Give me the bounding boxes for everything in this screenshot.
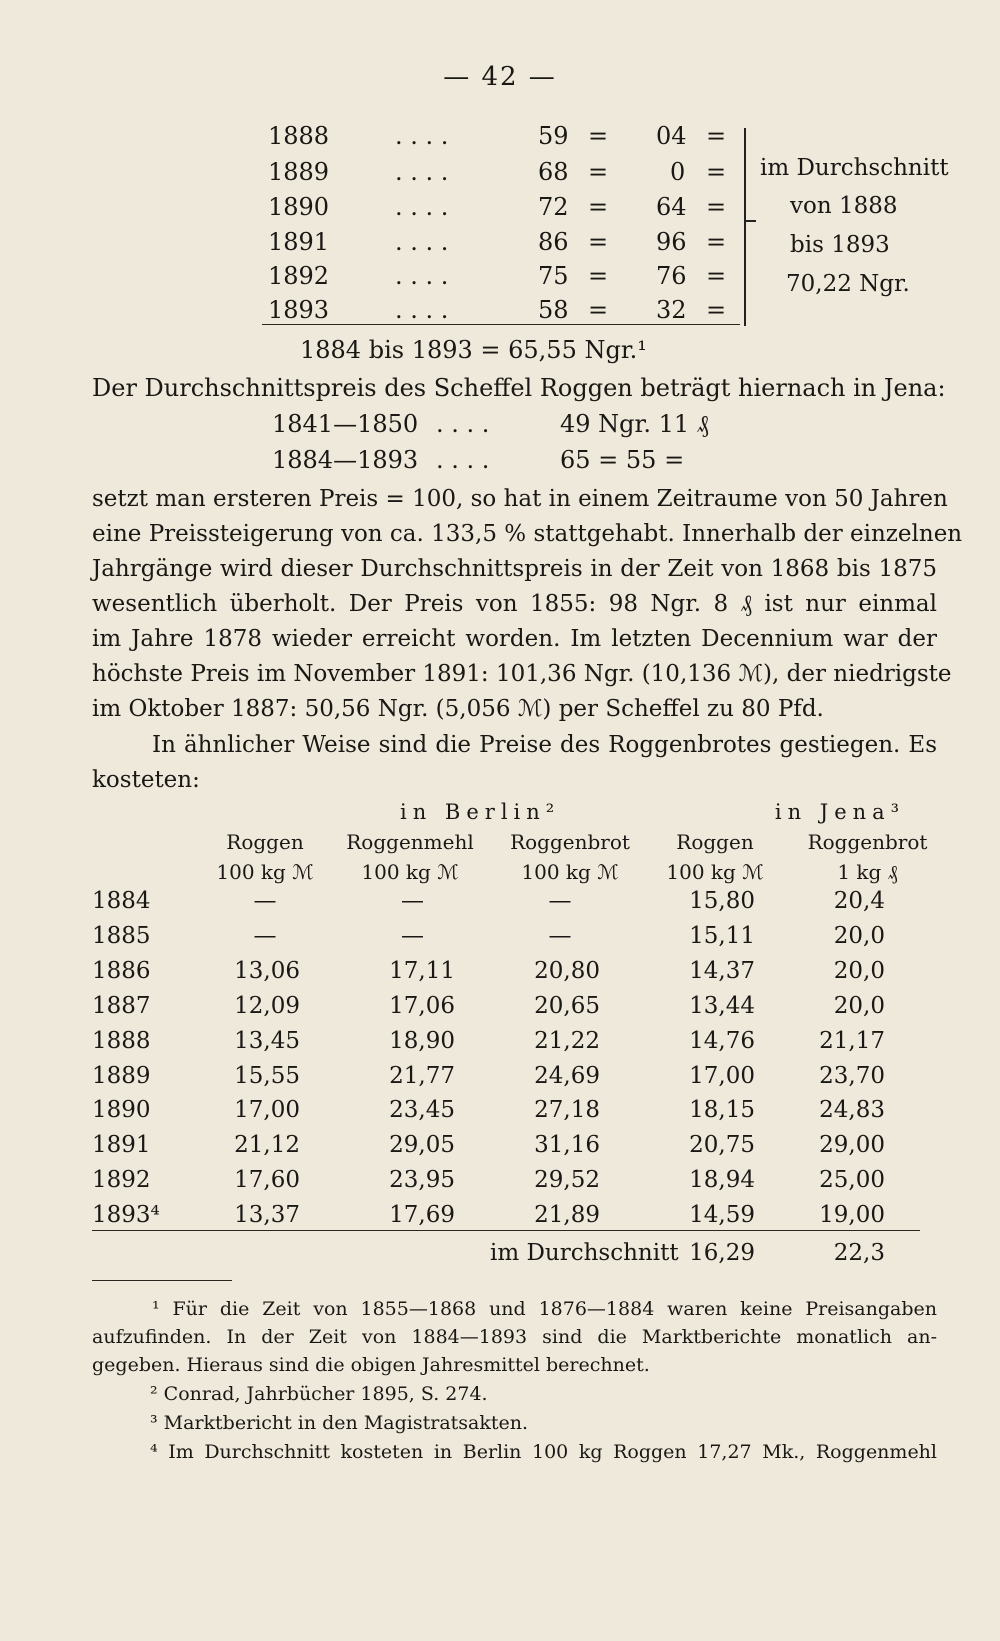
row-value-a: 58 (538, 296, 569, 324)
table-cell: 21,22 (534, 1027, 600, 1054)
table-cell: 31,16 (534, 1132, 600, 1159)
table-cell: 20,0 (833, 922, 885, 949)
table-column-unit: 100 kg ℳ (521, 860, 619, 884)
table-cell: 23,70 (819, 1062, 885, 1089)
row-dots: . . . . (395, 296, 449, 324)
row-ditto: = (706, 262, 727, 290)
row-year: 1890 (268, 193, 330, 221)
avg-value: 65 = 55 = (560, 446, 685, 474)
table-cell: 17,11 (389, 957, 455, 984)
table-cell: 13,45 (234, 1027, 300, 1054)
table-row-year: 1890 (92, 1097, 151, 1124)
table-group-header: in Jena³ (774, 800, 906, 824)
table-cell: 13,37 (234, 1202, 300, 1229)
table-row-year: 1892 (92, 1167, 151, 1194)
footnote-line: gegeben. Hieraus sind die obigen Jahresmittel berechnet. (92, 1354, 650, 1376)
table-row-year: 1889 (92, 1062, 151, 1089)
footnote-line: ² Conrad, Jahrbücher 1895, S. 274. (150, 1383, 488, 1405)
table-cell: 23,95 (389, 1167, 455, 1194)
table-average-value: 16,29 (689, 1240, 755, 1266)
table-cell: 24,69 (534, 1062, 600, 1089)
row-ditto: = (588, 262, 609, 290)
table-cell: 15,55 (234, 1062, 300, 1089)
table-cell: — (548, 888, 572, 914)
divider (262, 324, 740, 325)
brace-label: 70,22 Ngr. (786, 271, 910, 297)
paragraph-line: kosteten: (92, 767, 200, 793)
table-column-unit: 1 kg ₰ (837, 860, 898, 884)
footnote-divider (92, 1280, 232, 1281)
paragraph-line: im Jahre 1878 wieder erreicht worden. Im letzten Decennium war der (92, 626, 937, 652)
table-cell: 18,15 (689, 1097, 755, 1124)
table-column-header: Roggenbrot (807, 830, 928, 854)
table-row-year: 1893⁴ (92, 1202, 160, 1229)
row-year: 1889 (268, 158, 330, 186)
table-cell: 24,83 (819, 1097, 885, 1124)
table-average-label: im Durchschnitt (490, 1240, 679, 1266)
table-cell: 20,0 (833, 957, 885, 984)
row-year: 1892 (268, 262, 330, 290)
paragraph-line: setzt man ersteren Preis = 100, so hat in einem Zeitraume von 50 Jahren (92, 486, 948, 512)
row-year: 1893 (268, 296, 330, 324)
brace-label: von 1888 (790, 193, 898, 219)
paragraph-line: wesentlich überholt. Der Preis von 1855: 98 Ngr. 8 ₰ ist nur einmal (92, 591, 937, 617)
row-dots: . . . . (395, 122, 449, 150)
table-cell: 29,52 (534, 1167, 600, 1194)
table-cell: 18,90 (389, 1027, 455, 1054)
divider (92, 1230, 920, 1231)
table-cell: 17,06 (389, 992, 455, 1019)
paragraph-line: im Oktober 1887: 50,56 Ngr. (5,056 ℳ) per Scheffel zu 80 Pfd. (92, 696, 824, 722)
row-ditto: = (706, 228, 727, 256)
avg-period: 1884—1893 (272, 446, 419, 474)
table-cell: 27,18 (534, 1097, 600, 1124)
table-cell: 14,59 (689, 1202, 755, 1229)
brace-label: bis 1893 (790, 232, 890, 258)
table-cell: 13,06 (234, 957, 300, 984)
table-row-year: 1887 (92, 992, 151, 1019)
table-cell: — (548, 922, 572, 949)
table-cell: 29,05 (389, 1132, 455, 1159)
table-row-year: 1891 (92, 1132, 151, 1159)
page-number: — 42 — (443, 62, 557, 92)
table-row-year: 1884 (92, 888, 151, 914)
row-ditto: = (588, 296, 609, 324)
table-column-header: Roggenbrot (510, 830, 630, 854)
monthly-summary: 1884 bis 1893 = 65,55 Ngr.¹ (300, 336, 647, 364)
table-cell: 17,69 (389, 1202, 455, 1229)
table-cell: 21,12 (234, 1132, 300, 1159)
row-ditto: = (588, 193, 609, 221)
row-value-b: 32 (656, 296, 687, 324)
table-cell: — (401, 922, 424, 949)
row-year: 1888 (268, 122, 330, 150)
table-cell: 18,94 (689, 1167, 755, 1194)
avg-value: 49 Ngr. 11 ₰ (560, 410, 709, 438)
row-value-b: 0 (670, 158, 686, 186)
table-row-year: 1885 (92, 922, 151, 949)
table-cell: 20,0 (833, 992, 885, 1019)
avg-dots: . . . . (436, 410, 490, 438)
table-cell: — (253, 888, 277, 914)
table-cell: 20,75 (689, 1132, 755, 1159)
row-dots: . . . . (395, 228, 449, 256)
brace-label: im Durchschnitt (760, 155, 949, 181)
row-ditto: = (588, 228, 609, 256)
curly-brace-icon (730, 128, 746, 326)
table-cell: 17,60 (234, 1167, 300, 1194)
row-value-b: 76 (656, 262, 687, 290)
row-value-a: 68 (538, 158, 569, 186)
table-cell: — (401, 888, 424, 914)
table-cell: 14,37 (689, 957, 755, 984)
table-cell: 29,00 (819, 1132, 885, 1159)
row-ditto: = (588, 122, 609, 150)
row-value-a: 86 (538, 228, 569, 256)
table-column-unit: 100 kg ℳ (666, 860, 764, 884)
table-cell: — (253, 922, 277, 949)
table-cell: 20,4 (833, 888, 885, 914)
table-group-header: in Berlin² (400, 800, 561, 824)
table-cell: 15,80 (689, 888, 755, 914)
row-value-b: 64 (656, 193, 687, 221)
row-ditto: = (706, 296, 727, 324)
table-cell: 23,45 (389, 1097, 455, 1124)
row-dots: . . . . (395, 193, 449, 221)
paragraph-line: In ähnlicher Weise sind die Preise des Roggenbrotes gestiegen. Es (152, 732, 937, 758)
row-value-b: 04 (656, 122, 687, 150)
footnote-line: ³ Marktbericht in den Magistratsakten. (150, 1412, 529, 1434)
footnote-line: ¹ Für die Zeit von 1855—1868 und 1876—1884 waren keine Preisangaben (152, 1298, 937, 1320)
table-cell: 25,00 (819, 1167, 885, 1194)
table-column-header: Roggen (226, 830, 304, 854)
table-cell: 21,77 (389, 1062, 455, 1089)
row-ditto: = (588, 158, 609, 186)
table-cell: 17,00 (689, 1062, 755, 1089)
row-ditto: = (706, 193, 727, 221)
row-dots: . . . . (395, 262, 449, 290)
table-cell: 19,00 (819, 1202, 885, 1229)
table-cell: 20,80 (534, 957, 600, 984)
row-ditto: = (706, 122, 727, 150)
row-year: 1891 (268, 228, 330, 256)
row-dots: . . . . (395, 158, 449, 186)
table-cell: 12,09 (234, 992, 300, 1019)
paragraph-line: Der Durchschnittspreis des Scheffel Roggen beträgt hiernach in Jena: (92, 374, 946, 402)
footnote-line: ⁴ Im Durchschnitt kosteten in Berlin 100 kg Roggen 17,27 Mk., Roggenmehl (150, 1441, 937, 1463)
avg-dots: . . . . (436, 446, 490, 474)
table-cell: 20,65 (534, 992, 600, 1019)
table-cell: 13,44 (689, 992, 755, 1019)
table-cell: 14,76 (689, 1027, 755, 1054)
row-value-a: 72 (538, 193, 569, 221)
table-column-header: Roggen (676, 830, 754, 854)
row-value-a: 59 (538, 122, 569, 150)
paragraph-line: höchste Preis im November 1891: 101,36 Ngr. (10,136 ℳ), der niedrigste (92, 661, 952, 687)
table-column-unit: 100 kg ℳ (216, 860, 314, 884)
table-column-unit: 100 kg ℳ (361, 860, 459, 884)
table-cell: 21,89 (534, 1202, 600, 1229)
table-column-header: Roggenmehl (346, 830, 474, 854)
row-value-a: 75 (538, 262, 569, 290)
table-average-value: 22,3 (833, 1240, 885, 1266)
table-row-year: 1886 (92, 957, 151, 984)
table-cell: 21,17 (819, 1027, 885, 1054)
paragraph-line: eine Preissteigerung von ca. 133,5 % stattgehabt. Innerhalb der einzelnen (92, 521, 963, 547)
row-ditto: = (706, 158, 727, 186)
paragraph-line: Jahrgänge wird dieser Durchschnittspreis in der Zeit von 1868 bis 1875 (92, 556, 937, 582)
avg-period: 1841—1850 (272, 410, 419, 438)
table-cell: 17,00 (234, 1097, 300, 1124)
table-cell: 15,11 (689, 922, 755, 949)
footnote-line: aufzufinden. In der Zeit von 1884—1893 sind die Marktberichte monatlich an- (92, 1326, 937, 1348)
table-row-year: 1888 (92, 1027, 151, 1054)
row-value-b: 96 (656, 228, 687, 256)
